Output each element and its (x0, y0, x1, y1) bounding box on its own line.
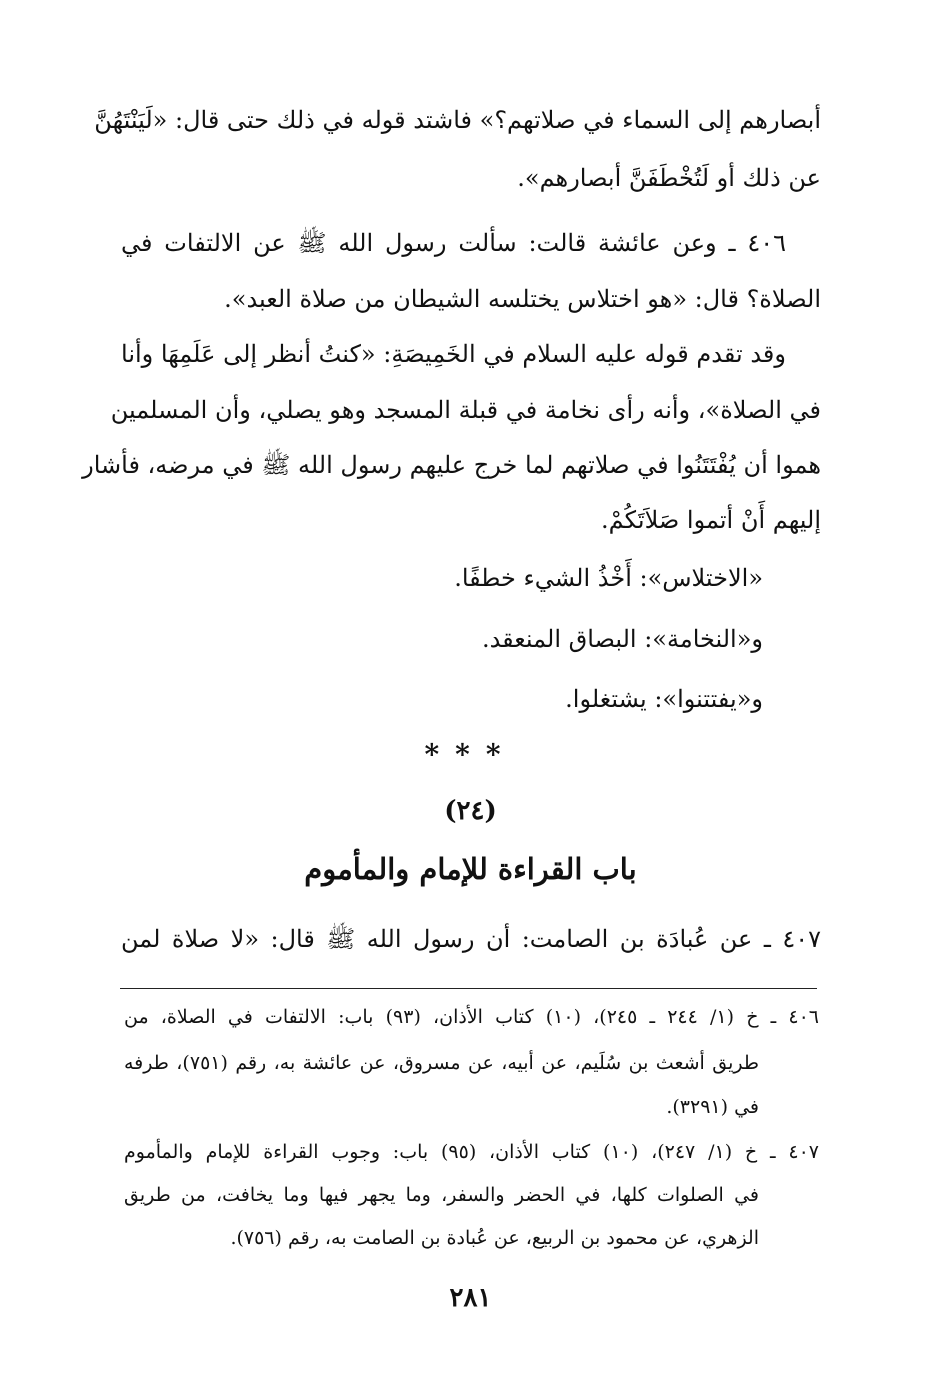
hadith-406-start: ٤٠٦ ـ وعن عائشة قالت: سألت رسول الله ﷺ عن الالتفات في (121, 229, 786, 257)
body-line: إليهم أَنْ أتموا صَلاَتَكُمْ. (601, 506, 821, 534)
chapter-number: (٢٤) (444, 796, 497, 826)
hadith-407-start: ٤٠٧ ـ عن عُبادَة بن الصامت: أن رسول الله ﷺ قال: «لا صلاة لمن (121, 925, 821, 953)
definition-item: «الاختلاس»: أَخْذُ الشيء خطفًا. (454, 564, 763, 592)
footnote-406-line: ٤٠٦ ـ خ (١/ ٢٤٤ ـ ٢٤٥)، (١٠) كتاب الأذان، (٩٣) باب: الالتفات في الصلاة، من (124, 1006, 819, 1028)
definition-item: و«النخامة»: البصاق المنعقد. (481, 625, 763, 653)
footnote-406-line: طريق أشعث بن سُلَيم، عن أبيه، عن مسروق، عن عائشة به، رقم (٧٥١)، طرفه (124, 1052, 759, 1074)
definition-item: و«يفتتنوا»: يشتغلوا. (565, 685, 763, 713)
footnote-407-line: ٤٠٧ ـ خ (١/ ٢٤٧)، (١٠) كتاب الأذان، (٩٥) باب: وجوب القراءة للإمام والمأموم (124, 1141, 819, 1163)
section-separator: *** (424, 738, 517, 771)
footnote-406-line: في (٣٢٩١). (666, 1096, 759, 1118)
body-line: الصلاة؟ قال: «هو اختلاس يختلسه الشيطان من صلاة العبد». (224, 285, 821, 313)
body-line: وقد تقدم قوله عليه السلام في الخَمِيصَةِ: «كنتُ أنظر إلى عَلَمِهَا وأنا (121, 340, 786, 368)
body-line: في الصلاة»، وأنه رأى نخامة في قبلة المسجد وهو يصلي، وأن المسلمين (110, 396, 821, 424)
footnote-divider (120, 988, 817, 989)
page-number: ٢٨١ (449, 1283, 492, 1313)
body-line: أبصارهم إلى السماء في صلاتهم؟» فاشتد قوله في ذلك حتى قال: «لَيَنْتَهُنَّ (94, 106, 821, 134)
footnote-407-line: الزهري، عن محمود بن الربيع، عن عُبادة بن الصامت به، رقم (٧٥٦). (230, 1227, 759, 1249)
body-line: هموا أن يُفْتَتَنُوا في صلاتهم لما خرج عليهم رسول الله ﷺ في مرضه، فأشار (82, 451, 821, 479)
footnote-407-line: في الصلوات كلها، في الحضر والسفر، وما يجهر فيها وما يخافت، من طريق (124, 1184, 759, 1206)
chapter-title: باب القراءة للإمام والمأموم (304, 852, 637, 886)
body-line: عن ذلك أو لَتُخْطَفَنَّ أبصارهم». (517, 164, 821, 192)
